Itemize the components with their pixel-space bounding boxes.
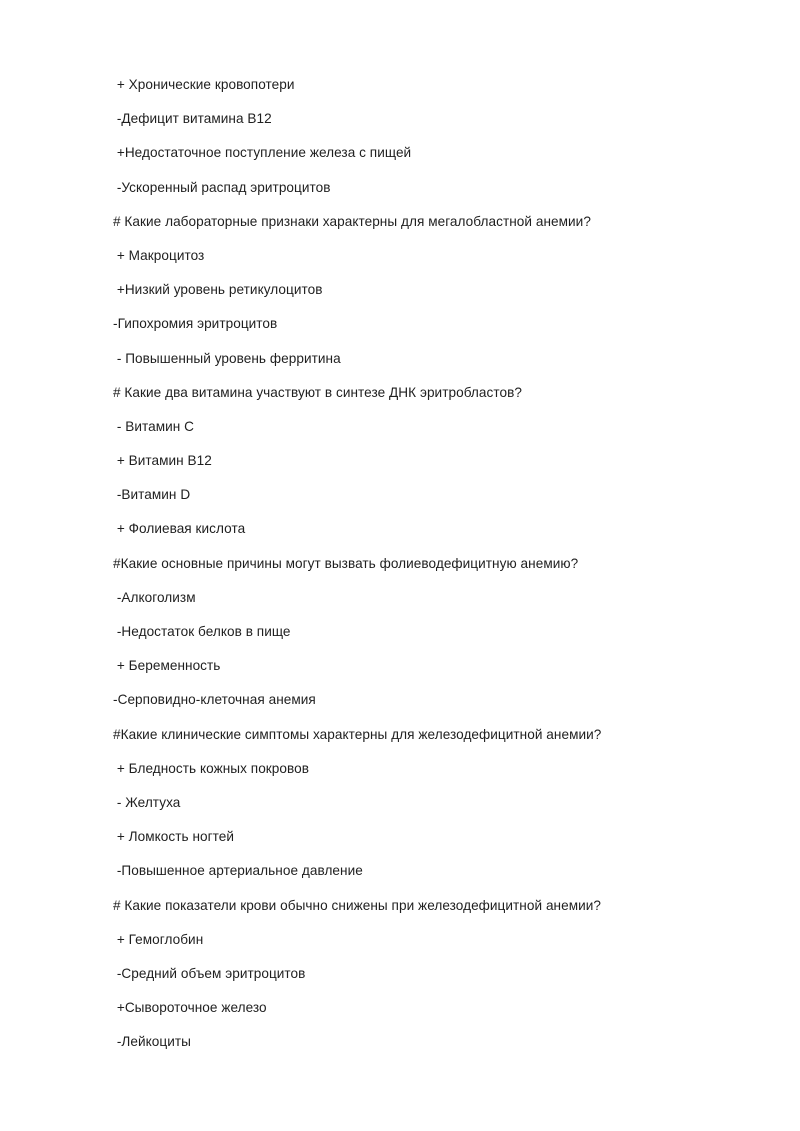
answer-line: -Гипохромия эритроцитов: [113, 316, 278, 332]
answer-line: + Беременность: [113, 658, 221, 674]
answer-line: +Недостаточное поступление железа с пищей: [113, 145, 412, 161]
answer-line: -Витамин D: [113, 487, 191, 503]
text-lines: [113, 75, 773, 1066]
answer-line: + Гемоглобин: [113, 931, 204, 947]
answer-line: - Витамин С: [113, 418, 195, 434]
answer-line: + Бледность кожных покровов: [113, 760, 310, 776]
answer-line: -Средний объем эритроцитов: [113, 965, 306, 981]
answer-line: -Недостаток белков в пище: [113, 624, 291, 639]
answer-line: -Ускоренный распад эритроцитов: [113, 179, 331, 195]
answer-line: - Повышенный уровень ферритина: [113, 350, 341, 366]
question-line: # Какие два витамина участвуют в синтезе ДНК эритробластов?: [113, 384, 522, 400]
question-line: # Какие показатели крови обычно снижены при железодефицитной анемии?: [113, 897, 602, 913]
question-line: #Какие клинические симптомы характерны для железодефицитной анемии?: [113, 726, 602, 742]
answer-line: + Хронические кровопотери: [113, 77, 295, 92]
answer-line: + Фолиевая кислота: [113, 521, 246, 537]
answer-line: -Алкоголизм: [113, 589, 196, 605]
answer-line: -Лейкоциты: [113, 1034, 191, 1050]
answer-line: + Витамин В12: [113, 453, 212, 469]
answer-line: + Ломкость ногтей: [113, 829, 235, 845]
answer-line: +Сывороточное железо: [113, 1000, 267, 1016]
answer-line: -Серповидно-клеточная анемия: [113, 692, 316, 708]
question-line: #Какие основные причины могут вызвать фолиеводефицитную анемию?: [113, 555, 579, 571]
answer-line: -Дефицит витамина В12: [113, 111, 272, 127]
answer-line: + Макроцитоз: [113, 247, 205, 263]
answer-line: +Низкий уровень ретикулоцитов: [113, 282, 323, 298]
answer-line: - Желтуха: [113, 794, 181, 810]
question-line: # Какие лабораторные признаки характерны для мегалобластной анемии?: [113, 213, 591, 229]
answer-line: -Повышенное артериальное давление: [113, 863, 363, 879]
